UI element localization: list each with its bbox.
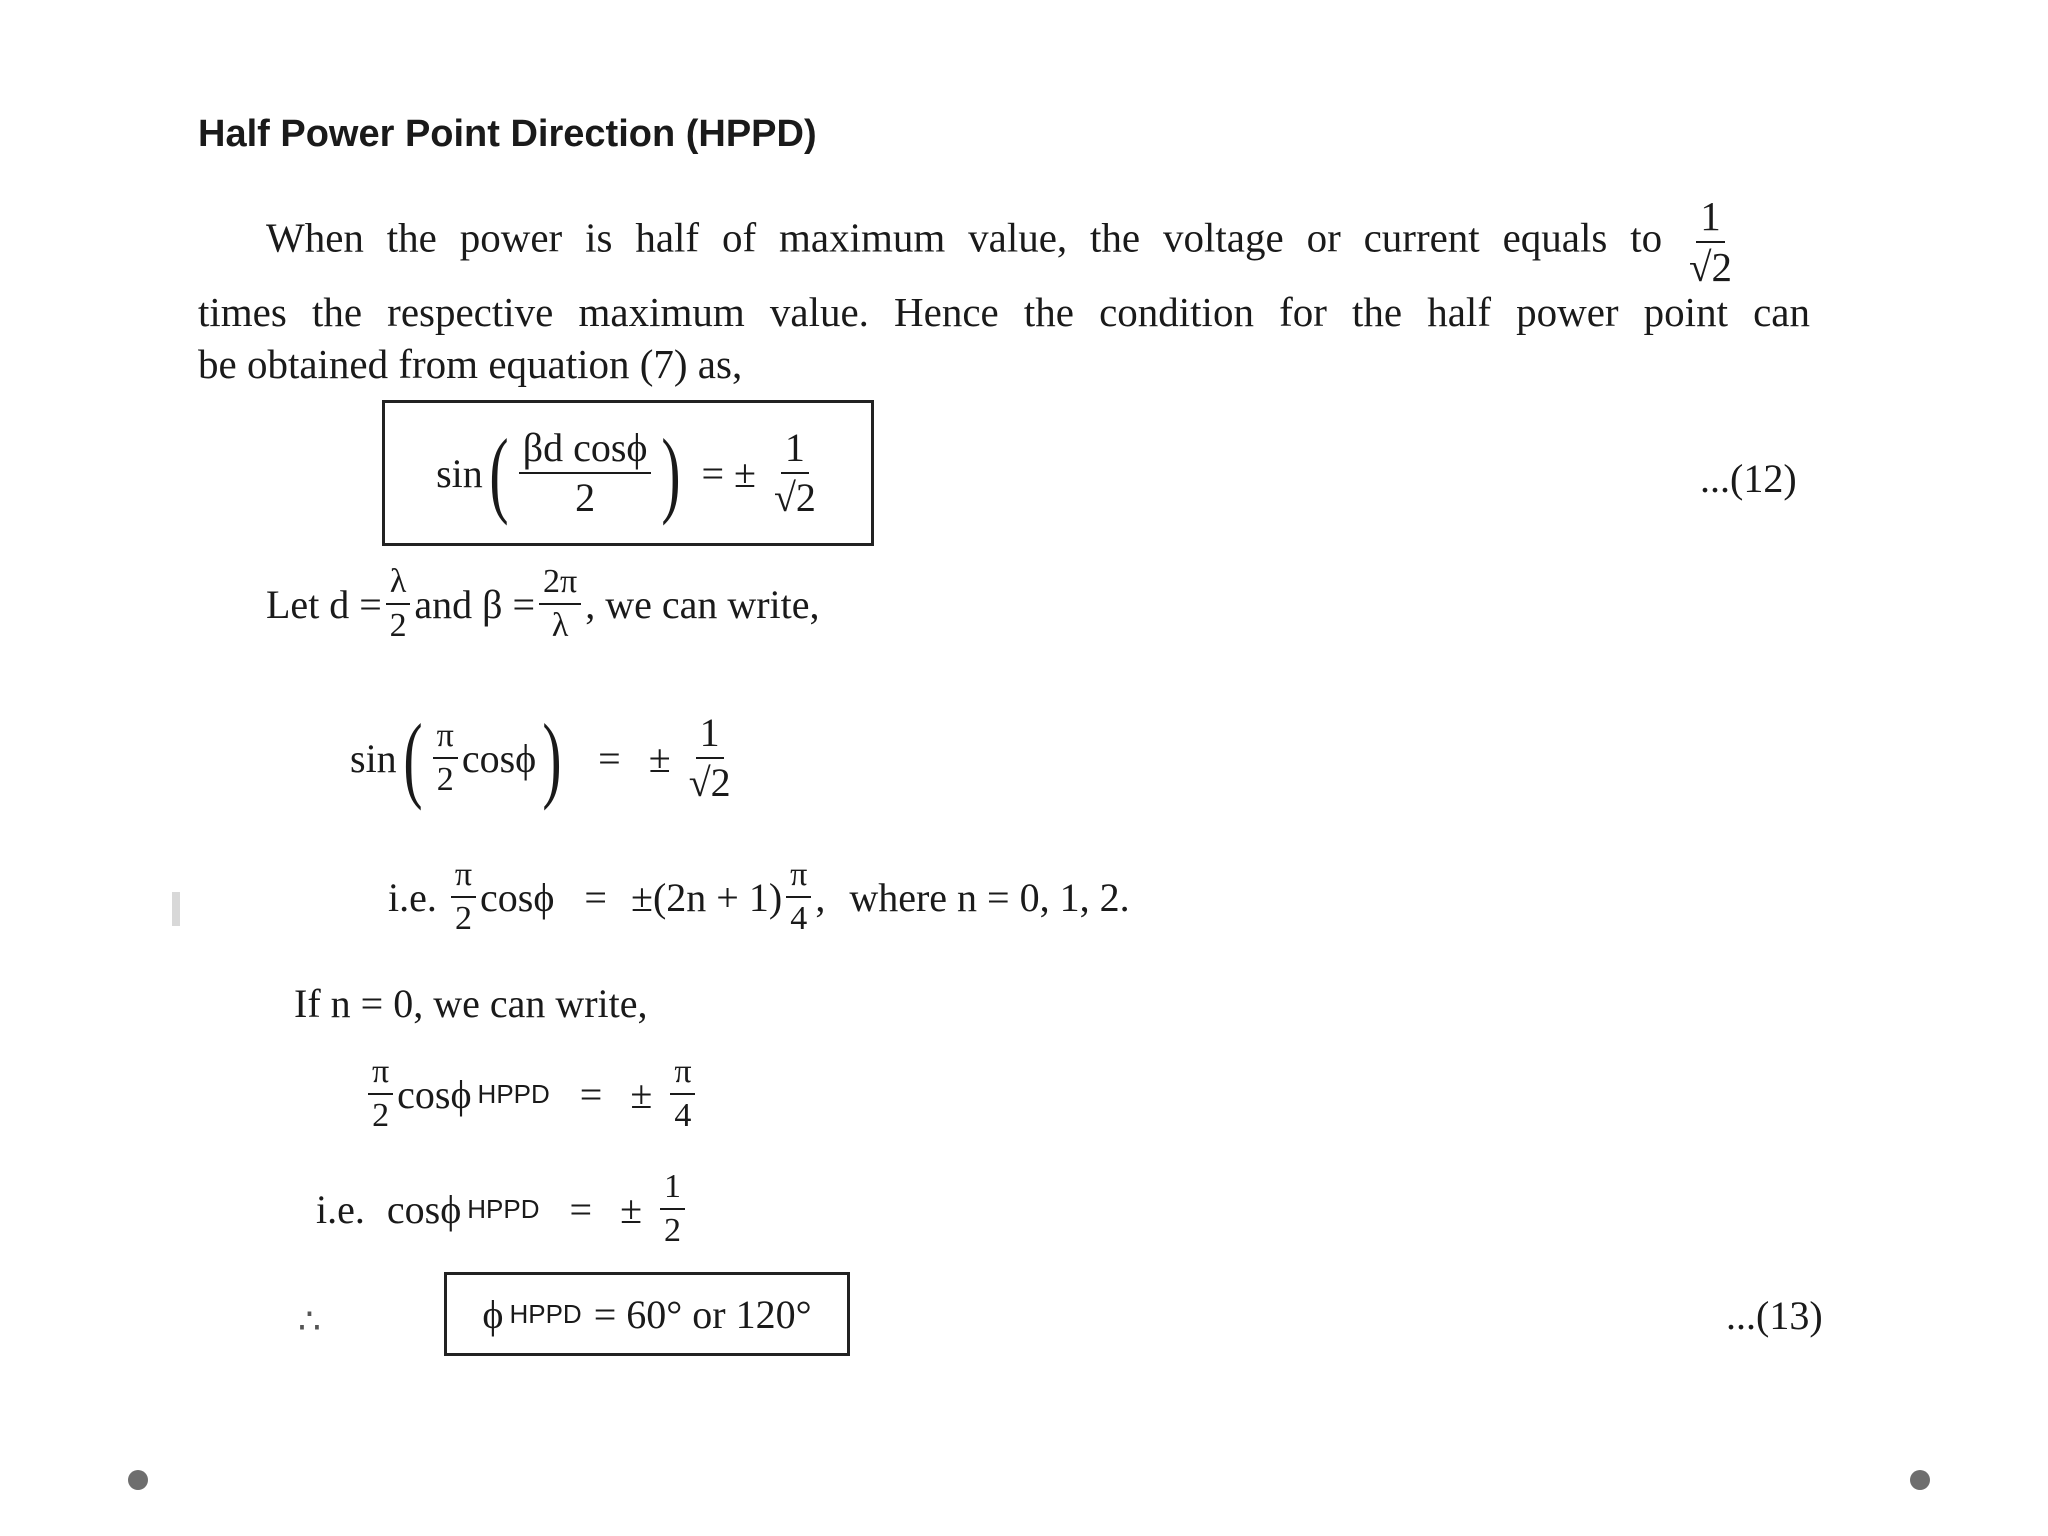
equation-12-box: [382, 400, 874, 546]
eqb-rhs-denominator: 4: [790, 900, 808, 937]
eqd-cos: cosϕ: [386, 1186, 462, 1232]
we-can-write-text: , we can write,: [585, 581, 820, 627]
eqc-pm: ±: [630, 1071, 653, 1117]
if-n-zero-line: If n = 0, we can write,: [294, 981, 648, 1026]
fraction-numerator: 1: [1696, 196, 1725, 243]
let-line: [266, 565, 820, 643]
eqb-rhs: ±(2n + 1): [630, 874, 783, 920]
eqa-rhs-fraction: [688, 710, 731, 805]
eqb-denominator: 2: [454, 900, 472, 937]
eqd-ie: i.e.: [316, 1186, 365, 1232]
section-heading: Half Power Point Direction (HPPD): [198, 113, 817, 155]
eqb-numerator: π: [451, 858, 476, 898]
eqa-cos: cosϕ: [461, 735, 537, 781]
eqa-sin: sin: [350, 735, 397, 781]
therefore-symbol: ∴: [298, 1301, 321, 1341]
eqd-rhs-denominator: 2: [664, 1212, 682, 1249]
eq12-rhs-fraction: [773, 425, 816, 520]
eqb-cos: cosϕ: [480, 874, 555, 920]
page-dot-left: [128, 1470, 148, 1490]
eq12-rhs-numerator: 1: [781, 428, 809, 474]
eqc-subscript: HPPD: [477, 1078, 550, 1109]
eq12-equals-pm: = ±: [701, 450, 756, 496]
eqc-equals: =: [579, 1071, 603, 1117]
open-paren: (: [489, 419, 509, 526]
equation-sin-pi-half: [350, 704, 735, 811]
paragraph-line-2: times the respective maximum value. Hence the condition for the half power point can: [198, 289, 1810, 335]
eqc-rhs-fraction: [670, 1055, 695, 1133]
d-denominator: 2: [389, 607, 407, 644]
eq12-arg-denominator: 2: [575, 475, 596, 520]
eqc-rhs-numerator: π: [670, 1055, 695, 1095]
eqc-pi-half: [368, 1055, 393, 1133]
close-paren: ): [661, 419, 682, 526]
and-beta-text: and β =: [414, 581, 536, 627]
eq12-sin: sin: [436, 450, 483, 496]
eqc-cos: cosϕ: [397, 1071, 472, 1117]
let-text: Let d =: [266, 581, 382, 627]
eqc-numerator: π: [368, 1055, 393, 1095]
eqc-denominator: 2: [372, 1097, 390, 1134]
beta-numerator: 2π: [539, 565, 581, 605]
eqd-pm: ±: [620, 1186, 643, 1232]
page-dot-right: [1910, 1470, 1930, 1490]
eqb-ie: i.e.: [388, 874, 437, 920]
d-numerator: λ: [386, 565, 411, 605]
eqb-comma: ,: [815, 874, 826, 920]
equation-number-12: ...(12): [1700, 456, 1797, 501]
eqd-equals: =: [569, 1186, 593, 1232]
eqb-equals: =: [584, 874, 607, 920]
equation-general-solution: [388, 858, 1130, 936]
eqa-rhs-denominator: √2: [688, 760, 731, 805]
eqd-rhs-numerator: 1: [660, 1170, 685, 1210]
eqb-where: where n = 0, 1, 2.: [849, 874, 1130, 920]
eqa-rhs-numerator: 1: [696, 713, 724, 759]
margin-mark: [172, 892, 180, 926]
eq12-rhs-denominator: √2: [773, 475, 816, 520]
paragraph-line-3: be obtained from equation (7) as,: [198, 341, 743, 387]
paragraph-text-1: When the power is half of maximum value, the voltage or current equals to: [266, 214, 1663, 261]
eqa-pi-half: [433, 719, 458, 797]
eqa-equals: =: [598, 735, 621, 781]
eq12-arg-numerator: βd cosϕ: [519, 428, 652, 474]
eq13-result: = 60° or 120°: [593, 1291, 812, 1337]
eq13-subscript: HPPD: [509, 1298, 582, 1329]
eqa-numerator: π: [433, 719, 458, 759]
equation-number-13: ...(13): [1726, 1293, 1823, 1338]
eqb-pi-half: [451, 858, 476, 936]
eqb-pi-quarter: [786, 858, 811, 936]
close-paren: ): [542, 704, 562, 811]
eqb-rhs-numerator: π: [786, 858, 811, 898]
eqa-denominator: 2: [436, 761, 454, 798]
eqc-rhs-denominator: 4: [674, 1097, 692, 1134]
equation-hppd-cos: [316, 1170, 689, 1248]
equation-13-box: [444, 1272, 850, 1356]
fraction-denominator: √2: [1688, 244, 1732, 290]
eqd-subscript: HPPD: [467, 1193, 540, 1224]
beta-denominator: λ: [551, 607, 569, 644]
equation-hppd-pi: [364, 1055, 699, 1133]
eq12-argument-fraction: [519, 425, 652, 520]
eqd-rhs-fraction: [660, 1170, 685, 1248]
eqa-pm: ±: [648, 735, 671, 781]
beta-fraction: [539, 565, 581, 643]
d-fraction: [386, 565, 411, 643]
eq13-phi: ϕ: [482, 1291, 504, 1337]
inverse-sqrt2-fraction: [1688, 193, 1732, 290]
paragraph-line-1: [266, 193, 1736, 290]
open-paren: (: [403, 704, 423, 811]
